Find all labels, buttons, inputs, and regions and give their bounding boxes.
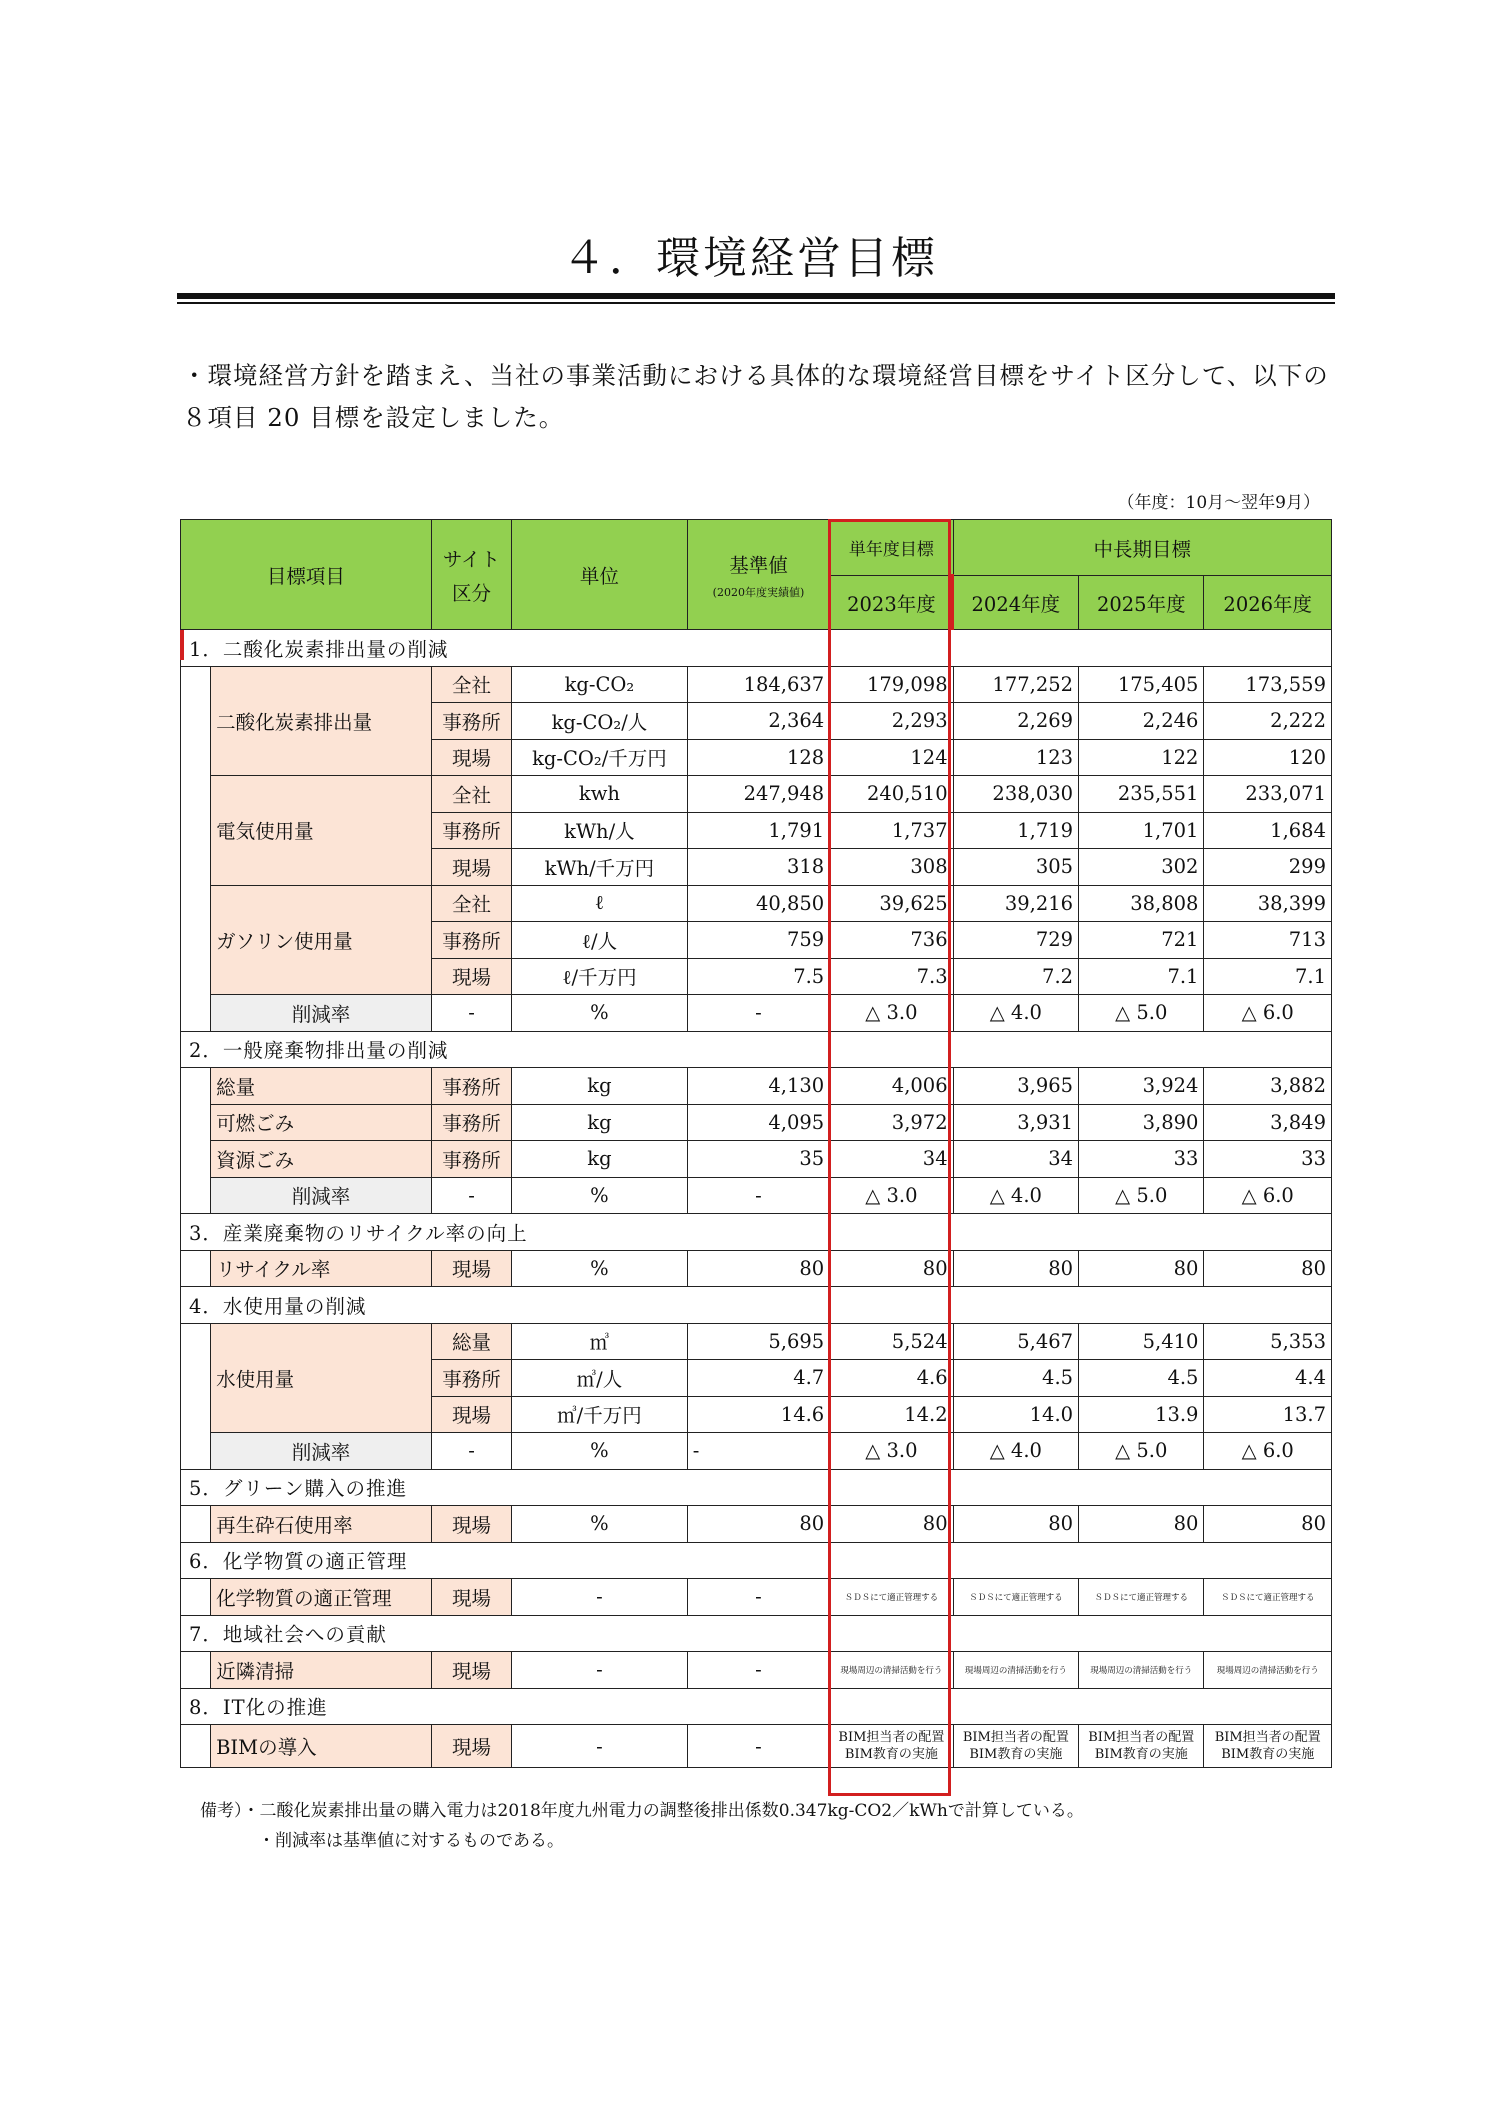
cell-2023: ＳＤＳにて適正管理する (830, 1579, 953, 1616)
cell-unit: - (512, 1579, 688, 1616)
cell-site: 事務所 (431, 1141, 511, 1178)
cell-2023: 7.3 (830, 958, 953, 995)
cell-unit: % (512, 995, 688, 1032)
cell-2025: 1,701 (1079, 812, 1204, 849)
cell-2026: △ 6.0 (1204, 1177, 1332, 1214)
cell-2025: 3,890 (1079, 1104, 1204, 1141)
cell-unit: - (512, 1725, 688, 1768)
cell-site: 現場 (431, 1396, 511, 1433)
section-row (181, 630, 1332, 667)
cell-site: - (431, 995, 511, 1032)
header-site (431, 520, 511, 630)
cell-2025: 3,924 (1079, 1068, 1204, 1105)
cell-2026: 80 (1204, 1506, 1332, 1543)
remarks (200, 1796, 1084, 1856)
cell-site: 現場 (431, 958, 511, 995)
cell-site: 現場 (431, 1250, 511, 1287)
cell-base: 80 (687, 1506, 829, 1543)
row-label: 化学物質の適正管理 (211, 1579, 432, 1616)
cell-unit: % (512, 1506, 688, 1543)
cell-2023: △ 3.0 (830, 1433, 953, 1470)
cell-2023: 14.2 (830, 1396, 953, 1433)
cell-2026: △ 6.0 (1204, 995, 1332, 1032)
cell-unit: ㎥/人 (512, 1360, 688, 1397)
section-row (181, 1031, 1332, 1068)
remark-2: ・削減率は基準値に対するものである。 (258, 1831, 564, 1851)
table-row (181, 1250, 1332, 1287)
bim-line1: BIM担当者の配置 (1214, 1730, 1321, 1745)
cell-site: 事務所 (431, 703, 511, 740)
table-row (181, 776, 1332, 813)
cell-base: 128 (687, 739, 829, 776)
cell-unit: kWh/人 (512, 812, 688, 849)
cell-base: 40,850 (687, 885, 829, 922)
cell-2026: 1,684 (1204, 812, 1332, 849)
cell-2024: 80 (953, 1250, 1078, 1287)
cell-site: 現場 (431, 1579, 511, 1616)
table-row (181, 666, 1332, 703)
cell-site: 事務所 (431, 1068, 511, 1105)
cell-base: 184,637 (687, 666, 829, 703)
section-title: 6．化学物質の適正管理 (181, 1542, 688, 1579)
table-row (181, 1506, 1332, 1543)
header-mid-term: 中長期目標 (953, 520, 1331, 576)
header-site-line2: 区分 (451, 581, 491, 605)
cell-base: 80 (687, 1250, 829, 1287)
row-label: 近隣清掃 (211, 1652, 432, 1689)
cell-2023: 4.6 (830, 1360, 953, 1397)
cell-2024: 123 (953, 739, 1078, 776)
cell-base: - (687, 1725, 829, 1768)
cell-site: 全社 (431, 776, 511, 813)
cell-site: 総量 (431, 1323, 511, 1360)
cell-base: - (687, 995, 829, 1032)
cell-2025: 現場周辺の清掃活動を行う (1079, 1652, 1204, 1689)
cell-2023: 80 (830, 1250, 953, 1287)
row-label: 電気使用量 (211, 776, 432, 886)
page-title: ４．環境経営目標 (562, 233, 938, 284)
reduction-rate-row (181, 1177, 1332, 1214)
table-row (181, 1725, 1332, 1768)
cell-base: 7.5 (687, 958, 829, 995)
cell-base: - (687, 1579, 829, 1616)
cell-2025: 2,246 (1079, 703, 1204, 740)
row-label: 資源ごみ (211, 1141, 432, 1178)
section-title: 5．グリーン購入の推進 (181, 1469, 688, 1506)
cell-base: - (687, 1433, 829, 1470)
cell-2025: 721 (1079, 922, 1204, 959)
cell-2023: 39,625 (830, 885, 953, 922)
cell-site: 全社 (431, 666, 511, 703)
cell-2026: 3,849 (1204, 1104, 1332, 1141)
row-label: 総量 (211, 1068, 432, 1105)
cell-2024: 177,252 (953, 666, 1078, 703)
cell-2026: 173,559 (1204, 666, 1332, 703)
cell-site: 全社 (431, 885, 511, 922)
cell-base: 35 (687, 1141, 829, 1178)
cell-site: 現場 (431, 1725, 511, 1768)
cell-2023: 34 (830, 1141, 953, 1178)
cell-2025: 175,405 (1079, 666, 1204, 703)
cell-2024: 1,719 (953, 812, 1078, 849)
cell-2024: 14.0 (953, 1396, 1078, 1433)
cell-2026: △ 6.0 (1204, 1433, 1332, 1470)
cell-2026: 7.1 (1204, 958, 1332, 995)
cell-unit: kWh/千万円 (512, 849, 688, 886)
table-row (181, 1323, 1332, 1360)
cell-2026 (1204, 1725, 1332, 1768)
cell-label: 削減率 (211, 1433, 432, 1470)
cell-2025: 7.1 (1079, 958, 1204, 995)
cell-2024: 3,965 (953, 1068, 1078, 1105)
cell-unit: % (512, 1250, 688, 1287)
cell-2025: 5,410 (1079, 1323, 1204, 1360)
cell-unit: kg (512, 1068, 688, 1105)
bim-line2: BIM教育の実施 (969, 1747, 1063, 1762)
row-label: ガソリン使用量 (211, 885, 432, 995)
cell-2026: 120 (1204, 739, 1332, 776)
cell-unit: % (512, 1177, 688, 1214)
cell-2025: 4.5 (1079, 1360, 1204, 1397)
section-title: 3．産業廃棄物のリサイクル率の向上 (181, 1214, 688, 1251)
cell-2024: 現場周辺の清掃活動を行う (953, 1652, 1078, 1689)
header-2024: 2024年度 (953, 576, 1078, 630)
table-row (181, 1104, 1332, 1141)
header-2026: 2026年度 (1204, 576, 1332, 630)
cell-2023 (830, 1725, 953, 1768)
cell-2024 (953, 1725, 1078, 1768)
bim-line1: BIM担当者の配置 (1088, 1730, 1195, 1745)
table-row (181, 885, 1332, 922)
cell-2026: 38,399 (1204, 885, 1332, 922)
cell-2023: 2,293 (830, 703, 953, 740)
cell-2023: △ 3.0 (830, 1177, 953, 1214)
section-row (181, 1287, 1332, 1324)
cell-site: 現場 (431, 849, 511, 886)
cell-2023: 現場周辺の清掃活動を行う (830, 1652, 953, 1689)
cell-label: 削減率 (211, 1177, 432, 1214)
cell-2025: ＳＤＳにて適正管理する (1079, 1579, 1204, 1616)
table-header-row (181, 520, 1332, 576)
cell-site: 現場 (431, 1652, 511, 1689)
cell-unit: kg (512, 1104, 688, 1141)
cell-2026: 33 (1204, 1141, 1332, 1178)
cell-2025: 235,551 (1079, 776, 1204, 813)
cell-unit: kg (512, 1141, 688, 1178)
cell-2026: 299 (1204, 849, 1332, 886)
cell-unit: kg-CO₂/人 (512, 703, 688, 740)
header-2023: 2023年度 (830, 576, 953, 630)
cell-2026: 713 (1204, 922, 1332, 959)
cell-2026: 80 (1204, 1250, 1332, 1287)
cell-2026: 3,882 (1204, 1068, 1332, 1105)
cell-2026: 現場周辺の清掃活動を行う (1204, 1652, 1332, 1689)
cell-2024: 4.5 (953, 1360, 1078, 1397)
cell-base: 1,791 (687, 812, 829, 849)
cell-2024: 238,030 (953, 776, 1078, 813)
cell-base: - (687, 1652, 829, 1689)
section-title: 4．水使用量の削減 (181, 1287, 688, 1324)
cell-2025: △ 5.0 (1079, 995, 1204, 1032)
header-unit: 単位 (512, 520, 688, 630)
cell-2023: 124 (830, 739, 953, 776)
section-row (181, 1615, 1332, 1652)
table-row (181, 1579, 1332, 1616)
cell-2023: 736 (830, 922, 953, 959)
cell-site: 現場 (431, 1506, 511, 1543)
row-label: 水使用量 (211, 1323, 432, 1433)
cell-unit: ㎥ (512, 1323, 688, 1360)
section-row (181, 1688, 1332, 1725)
cell-site: 事務所 (431, 922, 511, 959)
reduction-rate-row (181, 995, 1332, 1032)
cell-2024: 2,269 (953, 703, 1078, 740)
cell-2024: △ 4.0 (953, 1177, 1078, 1214)
environmental-targets-table (180, 519, 1332, 1768)
cell-base: 4,095 (687, 1104, 829, 1141)
cell-2024: 5,467 (953, 1323, 1078, 1360)
cell-2026: 5,353 (1204, 1323, 1332, 1360)
cell-2023: △ 3.0 (830, 995, 953, 1032)
cell-2024: △ 4.0 (953, 995, 1078, 1032)
cell-2026: 13.7 (1204, 1396, 1332, 1433)
cell-base: - (687, 1177, 829, 1214)
row-label: BIMの導入 (211, 1725, 432, 1768)
intro-paragraph: ・環境経営方針を踏まえ、当社の事業活動における具体的な環境経営目標をサイト区分して、以下の８項目 20 目標を設定しました。 (182, 361, 1329, 432)
cell-2025 (1079, 1725, 1204, 1768)
highlight-marker (180, 630, 184, 660)
cell-unit: kg-CO₂/千万円 (512, 739, 688, 776)
remark-1: 備考）・二酸化炭素排出量の購入電力は2018年度九州電力の調整後排出係数0.347kg-CO2／kWhで計算している。 (200, 1801, 1084, 1821)
cell-unit: % (512, 1433, 688, 1470)
table-row (181, 1652, 1332, 1689)
cell-2026: 2,222 (1204, 703, 1332, 740)
cell-site: 事務所 (431, 812, 511, 849)
cell-2026: 233,071 (1204, 776, 1332, 813)
cell-2026: ＳＤＳにて適正管理する (1204, 1579, 1332, 1616)
cell-unit: ℓ/千万円 (512, 958, 688, 995)
cell-base: 318 (687, 849, 829, 886)
cell-2024: ＳＤＳにて適正管理する (953, 1579, 1078, 1616)
table-row (181, 1141, 1332, 1178)
reduction-rate-row (181, 1433, 1332, 1470)
section-row (181, 1469, 1332, 1506)
section-title: 1．二酸化炭素排出量の削減 (181, 630, 688, 667)
header-base-label: 基準値 (729, 553, 788, 577)
cell-2025: 33 (1079, 1141, 1204, 1178)
cell-2024: 305 (953, 849, 1078, 886)
cell-2023: 308 (830, 849, 953, 886)
cell-base: 2,364 (687, 703, 829, 740)
cell-2023: 80 (830, 1506, 953, 1543)
cell-2026: 4.4 (1204, 1360, 1332, 1397)
cell-site: - (431, 1433, 511, 1470)
cell-2025: 122 (1079, 739, 1204, 776)
cell-2023: 5,524 (830, 1323, 953, 1360)
fiscal-year-note: （年度：10月～翌年9月） (1117, 493, 1320, 513)
cell-2024: △ 4.0 (953, 1433, 1078, 1470)
header-site-line1: サイト (442, 547, 501, 571)
bim-line1: BIM担当者の配置 (962, 1730, 1069, 1745)
cell-2024: 80 (953, 1506, 1078, 1543)
cell-unit: ㎥/千万円 (512, 1396, 688, 1433)
cell-2025: 38,808 (1079, 885, 1204, 922)
cell-base: 4.7 (687, 1360, 829, 1397)
bim-line2: BIM教育の実施 (1094, 1747, 1188, 1762)
cell-2025: △ 5.0 (1079, 1177, 1204, 1214)
section-title: 8．IT化の推進 (181, 1688, 688, 1725)
cell-unit: ℓ (512, 885, 688, 922)
cell-site: 事務所 (431, 1104, 511, 1141)
cell-2024: 7.2 (953, 958, 1078, 995)
cell-unit: ℓ/人 (512, 922, 688, 959)
header-base (687, 520, 829, 630)
cell-2023: 179,098 (830, 666, 953, 703)
bim-line1: BIM担当者の配置 (838, 1730, 945, 1745)
row-label: 二酸化炭素排出量 (211, 666, 432, 776)
bim-line2: BIM教育の実施 (844, 1747, 938, 1762)
cell-2025: △ 5.0 (1079, 1433, 1204, 1470)
cell-site: - (431, 1177, 511, 1214)
header-base-sub: (2020年度実績値) (712, 585, 805, 599)
cell-unit: kg-CO₂ (512, 666, 688, 703)
cell-base: 759 (687, 922, 829, 959)
cell-unit: kwh (512, 776, 688, 813)
section-row (181, 1214, 1332, 1251)
title-rule (177, 293, 1335, 299)
cell-2023: 4,006 (830, 1068, 953, 1105)
cell-site: 事務所 (431, 1360, 511, 1397)
cell-base: 5,695 (687, 1323, 829, 1360)
cell-base: 247,948 (687, 776, 829, 813)
cell-2025: 13.9 (1079, 1396, 1204, 1433)
cell-2023: 1,737 (830, 812, 953, 849)
row-label: 再生砕石使用率 (211, 1506, 432, 1543)
cell-2025: 302 (1079, 849, 1204, 886)
cell-base: 14.6 (687, 1396, 829, 1433)
cell-2024: 729 (953, 922, 1078, 959)
highlight-connector (951, 574, 954, 630)
cell-2025: 80 (1079, 1506, 1204, 1543)
section-title: 7．地域社会への貢献 (181, 1615, 688, 1652)
table-row (181, 1068, 1332, 1105)
header-item: 目標項目 (181, 520, 432, 630)
cell-unit: - (512, 1652, 688, 1689)
cell-2024: 39,216 (953, 885, 1078, 922)
cell-2023: 3,972 (830, 1104, 953, 1141)
section-row (181, 1542, 1332, 1579)
cell-2025: 80 (1079, 1250, 1204, 1287)
cell-2023: 240,510 (830, 776, 953, 813)
cell-2024: 3,931 (953, 1104, 1078, 1141)
cell-label: 削減率 (211, 995, 432, 1032)
cell-2024: 34 (953, 1141, 1078, 1178)
bim-line2: BIM教育の実施 (1221, 1747, 1315, 1762)
header-single-year: 単年度目標 (830, 520, 953, 576)
section-title: 2．一般廃棄物排出量の削減 (181, 1031, 688, 1068)
cell-base: 4,130 (687, 1068, 829, 1105)
row-label: 可燃ごみ (211, 1104, 432, 1141)
header-2025: 2025年度 (1079, 576, 1204, 630)
row-label: リサイクル率 (211, 1250, 432, 1287)
title-rule-thin (177, 302, 1335, 304)
cell-site: 現場 (431, 739, 511, 776)
